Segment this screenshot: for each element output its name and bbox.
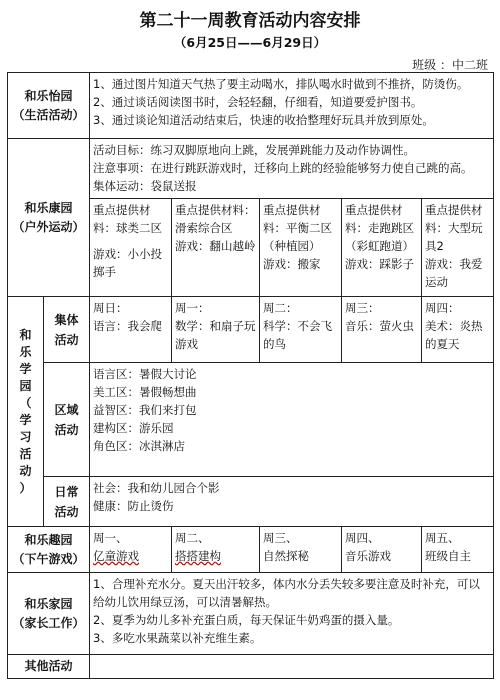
fun-day-cell: [342, 527, 422, 573]
station-material: 重点提供材料：滑索综合区: [175, 203, 256, 235]
station-game: 游戏：我爱运动: [425, 257, 483, 289]
other-row: [8, 655, 494, 679]
station-material: 重点提供材料：球类二区: [93, 203, 163, 235]
group-day: 周三：: [345, 301, 380, 315]
group-day-cell: [172, 297, 260, 363]
home-item: 2、夏季为幼儿多补充蛋白质，每天保证牛奶鸡蛋的摄入量。: [93, 613, 400, 627]
area-item: 语言区：暑假大讨论: [93, 367, 197, 381]
fun-day-cell: [422, 527, 494, 573]
daily-content: [90, 477, 494, 527]
life-item: 3、通过谈论知道活动结束后，快速的收拾整理好玩具并放到原处。: [93, 113, 434, 127]
home-row: [8, 573, 494, 655]
area-item: 美工区：暑假畅想曲: [93, 385, 197, 399]
station-cell: [342, 199, 422, 297]
fun-day: 周五、: [425, 531, 460, 545]
station-cell: [90, 199, 172, 297]
fun-content: 亿童游戏: [93, 549, 140, 563]
station-material: 重点提供材料：大型玩具2: [425, 203, 483, 253]
home-label: 和乐家园 （家长工作）: [8, 573, 90, 655]
fun-day-cell: [90, 527, 172, 573]
outdoor-group: 集体运动：袋鼠送报: [93, 179, 197, 193]
station-game: 游戏：小小投掷手: [93, 247, 163, 279]
group-day-cell: [90, 297, 172, 363]
fun-day-cell: [172, 527, 260, 573]
station-cell: [260, 199, 342, 297]
area-content: [90, 363, 494, 477]
group-day: 周一：: [175, 301, 210, 315]
group-content: 语言：我会爬: [93, 319, 163, 333]
outdoor-goal: 活动目标：练习双脚原地向上跳，发展弹跳能力及动作协调性。: [93, 143, 416, 157]
station-game: 游戏：踩影子: [345, 257, 415, 271]
station-cell: [172, 199, 260, 297]
other-label: 其他活动: [8, 655, 90, 679]
group-day-cell: [342, 297, 422, 363]
fun-content: 自然探秘: [263, 549, 310, 563]
page-title: 第二十一周教育活动内容安排: [139, 11, 361, 31]
study-daily-label: 日常 活动: [44, 477, 90, 527]
station-material: 重点提供材料：走跑跳区（彩虹跑道）: [345, 203, 415, 253]
study-group-row: [8, 297, 494, 363]
life-item: 1、通过图片知道天气热了要主动喝水，排队喝水时做到不推挤，防烫伤。: [93, 77, 469, 91]
station-cell: [422, 199, 494, 297]
fun-day: 周三、: [263, 531, 298, 545]
station-game: 游戏：翻山越岭: [175, 239, 256, 253]
life-row: [8, 73, 494, 139]
outdoor-goal-cell: [90, 139, 494, 199]
home-content: [90, 573, 494, 655]
daily-item: 健康：防止烫伤: [93, 499, 174, 513]
outdoor-row: [8, 139, 494, 199]
life-label: 和乐怡园 （生活活动）: [8, 73, 90, 139]
date-range: （6月25日——6月29日）: [173, 35, 327, 50]
area-item: 益智区：我们来打包: [93, 403, 197, 417]
fun-content: 搭搭建构: [175, 549, 222, 563]
fun-day: 周一、: [93, 531, 128, 545]
fun-label: 和乐趣园 （下午游戏）: [8, 527, 90, 573]
fun-row: [8, 527, 494, 573]
study-daily-row: [8, 477, 494, 527]
home-item: 1、合理补充水分。夏天出汗较多，体内水分丢失较多要注意及时补充，可以给幼儿饮用绿豆汤，可以清暑解热。: [93, 577, 480, 609]
fun-content: 班级自主: [425, 549, 472, 563]
study-area-label: 区域 活动: [44, 363, 90, 477]
outdoor-note: 注意事项：在进行跳跃游戏时，迁移向上跳的经验能够努力使自己跳的高。: [93, 161, 473, 175]
group-content: 美术：炎热的夏天: [425, 319, 483, 351]
home-item: 3、多吃水果蔬菜以补充维生素。: [93, 631, 262, 645]
schedule-table: [7, 72, 494, 679]
life-content: [90, 73, 494, 139]
study-area-row: [8, 363, 494, 477]
daily-item: 社会：我和幼儿园合个影: [93, 481, 220, 495]
study-label: 和 乐 学 园 （ 学 习 活 动 ）: [8, 297, 44, 527]
class-label: 班级 ：中二班: [412, 58, 488, 72]
station-material: 重点提供材料：平衡二区（种植园）: [263, 203, 333, 253]
other-content: [90, 655, 494, 679]
fun-content: 音乐游戏: [345, 549, 392, 563]
area-item: 建构区：游乐园: [93, 421, 174, 435]
station-game: 游戏：搬家: [263, 257, 321, 271]
outdoor-label: 和乐康园 （户外运动）: [8, 139, 90, 297]
study-group-label: 集体 活动: [44, 297, 90, 363]
group-day: 周四：: [425, 301, 460, 315]
area-item: 角色区：冰淇淋店: [93, 439, 186, 453]
group-day: 周二：: [263, 301, 298, 315]
group-content: 数学：和扇子玩游戏: [175, 319, 256, 351]
fun-day: 周四、: [345, 531, 380, 545]
group-content: 科学：不会飞的鸟: [263, 319, 333, 351]
fun-day: 周二、: [175, 531, 210, 545]
group-day: 周日：: [93, 301, 128, 315]
group-content: 音乐：萤火虫: [345, 319, 415, 333]
group-day-cell: [260, 297, 342, 363]
group-day-cell: [422, 297, 494, 363]
life-item: 2、通过谈话阅读图书时，会轻轻翻，仔细看，知道要爱护图书。: [93, 95, 423, 109]
fun-day-cell: [260, 527, 342, 573]
